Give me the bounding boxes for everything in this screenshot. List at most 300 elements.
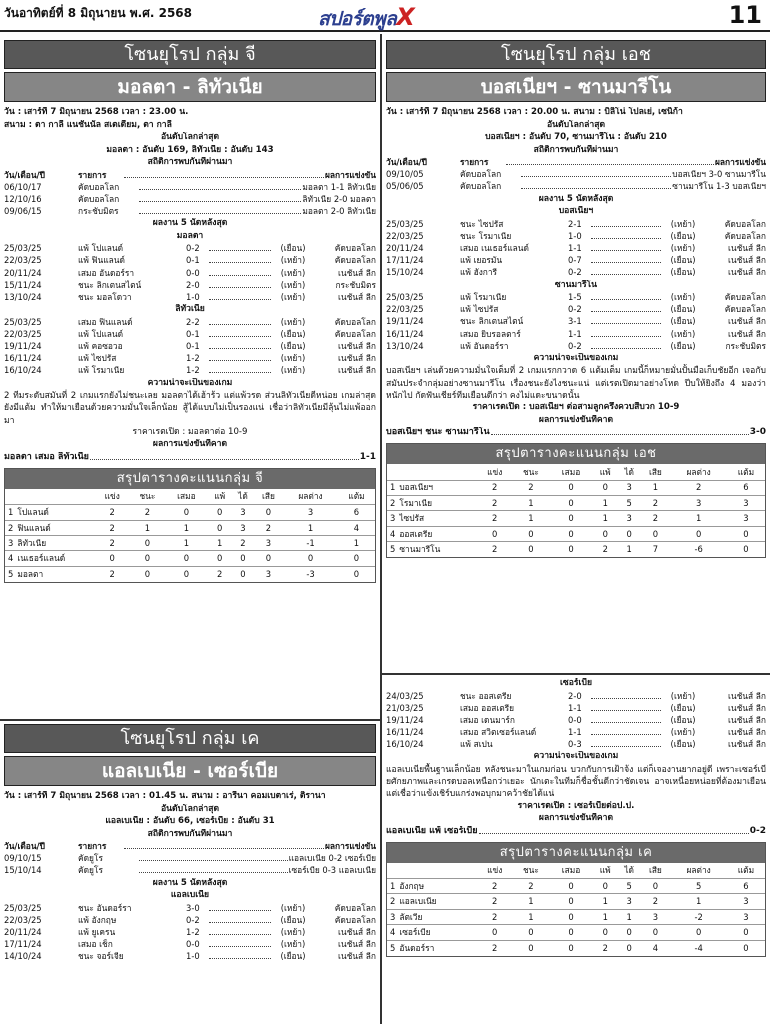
chance-text: บอสเนียฯ เล่นด้วยความมั่นใจเต็มที่ 2 เกมแรกกวาด 6 แต้มเต็ม เกมนี้ก็หมายมั่นปั้นมือเก็บชัยอีก เจอกับสมันประจำกลุ่มอย่างซานมารีโน เรื่องชนะยังไงชนะแน่ แต่เรตเปิดมาอย่างโหด ปีบให้ยิงถึง 4 มองว่าหนักไป กัดฟันเชียร์ทีมเยือนดีกว่า คงไม่แดะขนาดนั้น (386, 366, 766, 401)
form-competition: เนชันส์ ลีก (338, 939, 376, 950)
h2h-result: มอลตา 2-0 ลิทัวเนีย (302, 206, 376, 217)
standings-team (387, 542, 477, 557)
form-date: 20/11/24 (4, 267, 42, 278)
standings-grid (5, 489, 375, 582)
standings-cell: 1 (670, 894, 726, 909)
standings-team (5, 536, 95, 551)
standings-cell: 2 (593, 940, 618, 955)
form-venue: (เหย้า) (280, 316, 306, 327)
form-date: 22/03/25 (386, 230, 424, 241)
form-venue: (เยือน) (670, 255, 696, 266)
form-dots (591, 703, 661, 711)
publication-logo (318, 2, 414, 32)
form-date: 19/11/24 (386, 316, 424, 327)
standings-cell: 2 (95, 505, 129, 520)
form-row (4, 255, 376, 267)
standings-cell: -6 (670, 542, 726, 557)
form-score: 0-1 (186, 328, 200, 339)
form-date: 19/11/24 (4, 341, 42, 352)
rate-text: ราคาเรตเปิด : มอลตาต่อ 10-9 (132, 426, 248, 437)
form-row (4, 280, 376, 292)
form-dots (591, 715, 661, 723)
standings-cell: 1 (618, 909, 640, 924)
standings-cell: -3 (283, 566, 338, 581)
h2h-title: สถิติการพบกันที่ผ่านมา (147, 157, 233, 167)
form-date: 19/11/24 (386, 714, 424, 725)
standings-cell: 0 (727, 526, 765, 541)
standings-team (387, 526, 477, 541)
header-2: เสมอ (561, 466, 581, 477)
standings-cell: 3 (727, 909, 765, 924)
standings-cell: 2 (477, 940, 512, 955)
form-row (386, 292, 766, 304)
header-5: เสีย (648, 865, 662, 876)
form-venue: (เหย้า) (670, 727, 696, 738)
form-venue: (เหย้า) (280, 255, 306, 266)
standings-cell: 2 (512, 480, 549, 495)
h2h-col-date: วัน/เดือน/ปี (4, 169, 45, 180)
form-score: 1-2 (186, 353, 200, 364)
header-0: แข่ง (487, 865, 503, 876)
section-divider-left (0, 719, 380, 721)
standings-row (387, 511, 765, 526)
standings-cell: 0 (207, 551, 232, 566)
h2h-date: 12/10/16 (4, 193, 42, 204)
form-opponent: ชนะ อันดอร์รา (78, 902, 132, 913)
form-row (4, 317, 376, 329)
match-info: วัน : เสาร์ที่ 7 มิถุนายน 2568 เวลา : 20.00 น. สนาม : บิลิโน่ โปลเย่, เซนิก้า (386, 107, 683, 117)
form-opponent: แพ้ ยูเครน (78, 926, 116, 937)
h2h-date: 09/10/05 (386, 169, 424, 180)
standings-title: สรุปตารางคะแนนกลุ่ม เอช (387, 444, 765, 464)
standings-team (387, 925, 477, 940)
h2h-col-comp: รายการ (460, 157, 489, 167)
form-venue: (เยือน) (670, 739, 696, 750)
header-1: ชนะ (522, 865, 539, 876)
rate-text: ราคาเรตเปิด : บอสเนียฯ ต่อสามลูกครึ่งควบสี่บวก 10-9 (472, 402, 680, 413)
form-date: 24/03/25 (386, 690, 424, 701)
form-date: 25/03/25 (4, 243, 42, 254)
form-row (4, 915, 376, 927)
header-1: ชนะ (139, 491, 156, 502)
standings-row (5, 536, 375, 551)
form-dots (209, 353, 271, 361)
form-score: 0-1 (186, 341, 200, 352)
form-row (4, 329, 376, 341)
standings-cell: 2 (670, 480, 726, 495)
standings-cell: 0 (512, 925, 549, 940)
prediction-row (386, 826, 766, 840)
standings-cell: 5 (618, 495, 640, 510)
form-row (4, 243, 376, 255)
form-date: 25/03/25 (4, 316, 42, 327)
form-venue: (เยือน) (280, 328, 306, 339)
standings-cell: 1 (618, 542, 640, 557)
prediction-title: ผลการแข่งขันที่คาด (538, 813, 614, 824)
standings-cell: 0 (512, 940, 549, 955)
standings-cell: 0 (593, 526, 618, 541)
header-2: เสมอ (177, 491, 196, 502)
form-row (386, 341, 766, 353)
form-dots (209, 915, 271, 923)
form-row (386, 231, 766, 243)
team1-name: บอสเนียฯ (558, 206, 594, 217)
logo-text: สปอร์ตพูล (318, 8, 397, 30)
form-row (386, 267, 766, 279)
form-competition: คัดบอลโลก (334, 914, 376, 925)
h2h-row (386, 181, 766, 193)
chance-title: ความน่าจะเป็นของเกม (533, 352, 619, 363)
standings-rank: 3 (390, 513, 396, 524)
standings-cell: 0 (165, 566, 207, 581)
h2h-header (4, 170, 376, 182)
form-date: 20/11/24 (4, 926, 42, 937)
form-row (4, 939, 376, 951)
standings-rank: 4 (8, 553, 14, 564)
form-title: ผลงาน 5 นัดหลังสุด (538, 193, 614, 204)
form-score: 1-5 (568, 292, 582, 302)
form-date: 17/11/24 (4, 939, 42, 950)
form-competition: คัดบอลโลก (334, 255, 376, 266)
form-dots (209, 292, 271, 300)
form-opponent: แพ้ เยอรมัน (460, 255, 503, 266)
standings-cell: 0 (338, 551, 375, 566)
h2h-result: ซานมารีโน 1-3 บอสเนียฯ (672, 181, 766, 192)
standings-cell: 0 (232, 566, 254, 581)
form-opponent: ชนะ โรมาเนีย (460, 230, 512, 241)
header-team (5, 489, 95, 505)
form-score: 0-0 (568, 714, 582, 725)
form-date: 20/11/24 (386, 242, 424, 253)
issue-date: วันอาทิตย์ที่ 8 มิถุนายน พ.ศ. 2568 (4, 6, 192, 20)
match-title: แอลเบเนีย - เซอร์เบีย (4, 756, 376, 786)
form-dots (209, 317, 271, 325)
prediction-score: 1-1 (359, 451, 376, 462)
standings-cell: 2 (95, 520, 129, 535)
standings-cell: 1 (129, 520, 165, 535)
form-competition: เนชันส์ ลีก (728, 267, 766, 278)
standings-cell: 3 (254, 536, 283, 551)
form-competition: คัดบอลโลก (724, 304, 766, 315)
form-score: 1-1 (568, 702, 582, 713)
standings-team-name: โปแลนด์ (17, 507, 49, 518)
form-row (4, 927, 376, 939)
section-group-g (4, 40, 376, 716)
form-opponent: แพ้ อันดอร์รา (460, 340, 509, 351)
form-score: 0-2 (186, 243, 200, 254)
h2h-result: บอสเนียฯ 3-0 ซานมารีโน (672, 169, 766, 180)
team2-name: ลิทัวเนีย (175, 304, 205, 315)
form-row (386, 329, 766, 341)
form-competition: กระชับมิตร (725, 340, 766, 351)
section-group-k-right (386, 678, 766, 1024)
form-dots (209, 365, 271, 373)
standings-rank: 1 (390, 880, 396, 891)
form-score: 1-0 (186, 292, 200, 302)
form-competition: เนชันส์ ลีก (728, 714, 766, 725)
form-score: 2-2 (186, 316, 200, 327)
standings-cell: 0 (549, 879, 592, 894)
standings-cell: 3 (727, 511, 765, 526)
zone-title: โซนยุโรป กลุ่ม เค (4, 724, 376, 753)
h2h-dots (506, 157, 714, 165)
form-competition: คัดบอลโลก (334, 902, 376, 913)
form-opponent: แพ้ โปแลนด์ (78, 328, 124, 339)
standings-rank: 2 (390, 497, 396, 508)
standings-team (387, 909, 477, 924)
standings-table (4, 468, 376, 583)
h2h-date: 06/10/17 (4, 181, 42, 192)
form-competition: กระชับมิตร (335, 279, 376, 290)
form-row (386, 739, 766, 751)
h2h-result: เซอร์เบีย 0-3 แอลเบเนีย (288, 865, 376, 876)
header-4: ได้ (624, 865, 634, 876)
standings-cell: 0 (618, 940, 640, 955)
standings-cell: 0 (129, 551, 165, 566)
standings-team (387, 879, 477, 894)
form-date: 13/10/24 (386, 340, 424, 351)
form-date: 14/10/24 (4, 951, 42, 962)
standings-cell: 0 (618, 925, 640, 940)
form-dots (591, 243, 661, 251)
header-7: แต้ม (737, 865, 755, 876)
form-date: 25/03/25 (4, 902, 42, 913)
form-opponent: แพ้ โรมาเนีย (78, 365, 125, 376)
form-date: 25/03/25 (386, 218, 424, 229)
standings-row (387, 940, 765, 955)
prediction-score: 3-0 (749, 427, 766, 438)
standings-team-name: อังกฤษ (399, 880, 425, 891)
form-venue: (เยือน) (280, 914, 306, 925)
form-venue: (เหย้า) (670, 242, 696, 253)
form-opponent: แพ้ ไซปรัส (460, 304, 499, 315)
standings-row (5, 566, 375, 581)
form-venue: (เหย้า) (280, 902, 306, 913)
standings-cell: 0 (640, 925, 670, 940)
form-opponent: ชนะ มอลโดวา (78, 292, 132, 302)
standings-cell: 0 (549, 480, 592, 495)
h2h-dots (139, 865, 288, 873)
form-competition: เนชันส์ ลีก (338, 951, 376, 962)
form-competition: เนชันส์ ลีก (338, 353, 376, 364)
standings-team (387, 894, 477, 909)
header-2: เสมอ (561, 865, 581, 876)
form-row (386, 703, 766, 715)
header-6: ผลต่าง (298, 491, 323, 502)
standings-cell: 2 (477, 879, 512, 894)
header-4: ได้ (238, 491, 248, 502)
header-1: ชนะ (522, 466, 539, 477)
form-row (4, 365, 376, 377)
h2h-result: แอลเบเนีย 0-2 เซอร์เบีย (288, 853, 376, 864)
form-score: 0-7 (568, 255, 582, 266)
form-dots (209, 280, 271, 288)
form-row (386, 691, 766, 703)
standings-cell: 1 (283, 520, 338, 535)
form-dots (591, 341, 661, 349)
form-score: 0-1 (186, 255, 200, 266)
h2h-dots (124, 170, 324, 178)
prediction-title: ผลการแข่งขันที่คาด (152, 439, 228, 450)
prediction-text: แอลเบเนีย แพ้ เซอร์เบีย (386, 825, 478, 836)
rate-text: ราคาเรตเปิด : เซอร์เบียต่อป.ป. (517, 800, 635, 811)
standings-cell: 0 (727, 925, 765, 940)
standings-rank: 4 (390, 528, 396, 539)
page-number: 11 (728, 1, 762, 29)
standings-rank: 1 (8, 507, 14, 518)
form-row (4, 292, 376, 304)
standings-cell: 0 (207, 505, 232, 520)
standings-cell: 0 (549, 909, 592, 924)
form-opponent: ชนะ ออสเตรีย (460, 690, 512, 701)
standings-cell: 1 (593, 894, 618, 909)
h2h-result: ลิทัวเนีย 2-0 มอลตา (302, 193, 376, 204)
form-score: 2-0 (186, 279, 200, 290)
standings-cell: 5 (618, 879, 640, 894)
form-date: 17/11/24 (386, 255, 424, 266)
form-competition: เนชันส์ ลีก (338, 292, 376, 302)
standings-cell: 0 (283, 551, 338, 566)
form-competition: เนชันส์ ลีก (728, 702, 766, 713)
h2h-competition: กระชับมิตร (78, 206, 119, 217)
form-venue: (เหย้า) (280, 939, 306, 950)
standings-cell: 1 (165, 520, 207, 535)
chance-title: ความน่าจะเป็นของเกม (533, 751, 619, 762)
form-row (386, 304, 766, 316)
standings-cell: 2 (95, 536, 129, 551)
form-date: 22/03/25 (4, 255, 42, 266)
standings-cell: 0 (512, 526, 549, 541)
h2h-date: 15/10/14 (4, 865, 42, 876)
standings-cell: 3 (618, 511, 640, 526)
team2-name: ซานมารีโน (554, 279, 598, 290)
standings-cell: 0 (477, 925, 512, 940)
form-date: 15/11/24 (4, 279, 42, 290)
chance-text: แอลเบเนียพื้นฐานเล็กน้อย หลังชนะมาในเกมก่อน บวกกับการเฝ้าจ้ง แต่ก็เจองานยากอยู่ดี เพราะเซอร์เบียศักยภาพและเกรดบอลเหนือกว่าเยอะ นักเตะในทีมก็ชื่อชั้นดีกว่าชัดเจน อาจเหนื่อยหน่อยที่ต้องมาเยือน แต่เชื่อว่าแข้งเชิร์บแกร่งพอบุกมาคว้าชัยได้แน่ (386, 764, 766, 800)
form-dots (591, 267, 661, 275)
match-title: บอสเนียฯ - ซานมารีโน (386, 72, 766, 102)
form-venue: (เยือน) (670, 230, 696, 241)
form-date: 15/10/24 (386, 267, 424, 278)
standings-cell: 0 (549, 894, 592, 909)
header-7: แต้ม (737, 466, 755, 477)
header-5: เสีย (648, 466, 662, 477)
form-opponent: แพ้ ฟินแลนด์ (78, 255, 125, 266)
standings-rank: 3 (390, 911, 396, 922)
form-opponent: แพ้ อังกฤษ (78, 914, 117, 925)
team1-name: มอลตา (176, 230, 204, 241)
rank-text: แอลเบเนีย : อันดับ 66, เซอร์เบีย : อันดับ 31 (105, 816, 275, 826)
standings-cell: 7 (640, 542, 670, 557)
h2h-dots (521, 169, 671, 177)
form-score: 0-2 (186, 914, 200, 925)
form-score: 1-1 (568, 242, 582, 253)
standings-cell: 1 (338, 536, 375, 551)
form-venue: (เหย้า) (670, 690, 696, 701)
form-row (386, 727, 766, 739)
form-competition: เนชันส์ ลีก (728, 328, 766, 339)
standings-table (386, 443, 766, 558)
form-date: 16/11/24 (386, 727, 424, 738)
form-title: ผลงาน 5 นัดหลังสุด (152, 218, 228, 229)
standings-cell: 0 (593, 925, 618, 940)
header-0: แข่ง (104, 491, 120, 502)
h2h-row (386, 169, 766, 181)
standings-team (387, 511, 477, 526)
h2h-col-date: วัน/เดือน/ปี (4, 841, 45, 851)
standings-cell: 0 (232, 551, 254, 566)
form-dots (591, 219, 661, 227)
form-competition: คัดบอลโลก (724, 230, 766, 241)
form-dots (209, 255, 271, 263)
standings-team-name: ไซปรัส (399, 513, 425, 524)
standings-cell: 2 (254, 520, 283, 535)
standings-rank: 5 (390, 942, 396, 953)
form-dots (591, 739, 661, 747)
form-venue: (เยือน) (670, 340, 696, 351)
form-dots (591, 316, 661, 324)
form-opponent: ชนะ ไซปรัส (460, 218, 504, 229)
header-6: ผลต่าง (686, 466, 711, 477)
zone-title: โซนยุโรป กลุ่ม เอช (386, 40, 766, 69)
form-score: 0-2 (568, 267, 582, 278)
standings-team-name: มอลตา (17, 568, 44, 579)
h2h-dots (139, 194, 301, 202)
form-opponent: เสมอ ฟินแลนด์ (78, 316, 133, 327)
form-opponent: แพ้ คอซอวอ (78, 341, 123, 352)
form-venue: (เหย้า) (670, 292, 696, 302)
standings-cell: 0 (549, 526, 592, 541)
h2h-competition: คัดบอลโลก (460, 181, 502, 192)
form-score: 2-0 (568, 690, 582, 701)
standings-row (387, 894, 765, 909)
form-competition: คัดบอลโลก (334, 316, 376, 327)
form-venue: (เยือน) (280, 341, 306, 352)
standings-cell: 1 (165, 536, 207, 551)
standings-cell: 0 (549, 511, 592, 526)
form-opponent: เสมอ อันดอร์รา (78, 267, 135, 278)
form-competition: คัดบอลโลก (724, 292, 766, 302)
standings-cell: 0 (254, 505, 283, 520)
standings-grid (387, 464, 765, 557)
standings-cell: 0 (670, 526, 726, 541)
form-venue: (เยือน) (670, 316, 696, 327)
section-group-h (386, 40, 766, 670)
form-competition: เนชันส์ ลีก (728, 316, 766, 327)
form-dots (209, 951, 271, 959)
standings-cell: 0 (670, 925, 726, 940)
standings-cell: 1 (593, 495, 618, 510)
standings-cell: 0 (593, 480, 618, 495)
form-dots (209, 243, 271, 251)
column-divider (380, 34, 382, 1024)
form-date: 21/03/25 (386, 702, 424, 713)
match-venue: สนาม : ตา กาลี แนชันนัล สเตเดียม, ตา กาลี (4, 119, 172, 130)
standings-cell: 0 (129, 566, 165, 581)
prediction-dots (491, 427, 749, 435)
standings-team (5, 505, 95, 520)
form-score: 0-3 (568, 739, 582, 750)
standings-row (387, 925, 765, 940)
form-row (386, 219, 766, 231)
standings-cell: 5 (670, 879, 726, 894)
h2h-row (4, 865, 376, 877)
standings-cell: 0 (727, 940, 765, 955)
form-dots (209, 939, 271, 947)
standings-cell: 0 (640, 879, 670, 894)
standings-cell: 2 (512, 879, 549, 894)
form-score: 0-2 (568, 340, 582, 351)
